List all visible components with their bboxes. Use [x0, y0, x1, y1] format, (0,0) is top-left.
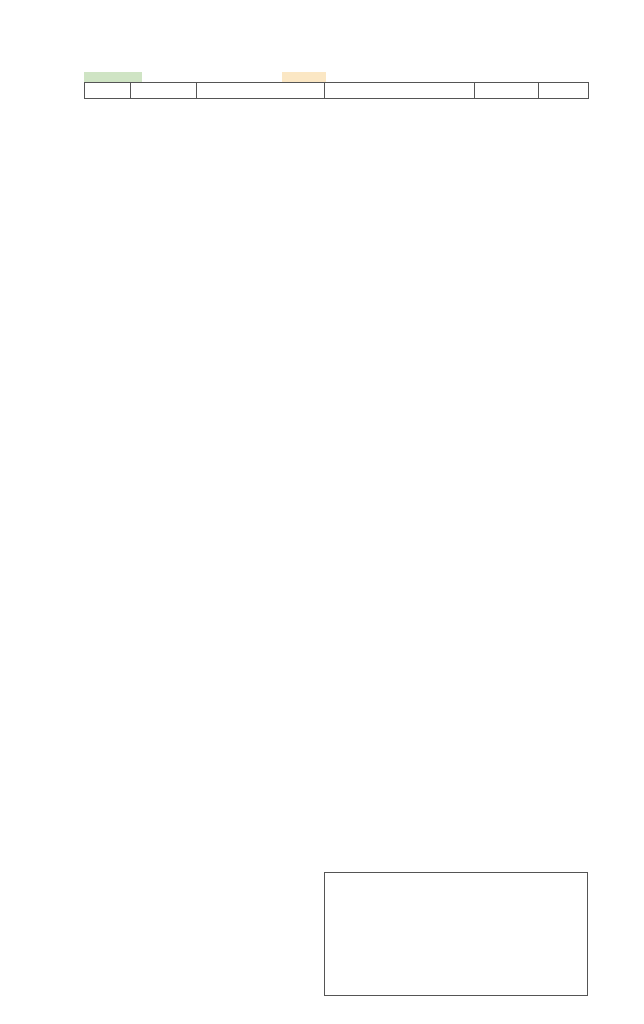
header-name: [197, 83, 325, 99]
header-desc: [325, 83, 475, 99]
legend-green-swatch: [84, 72, 142, 82]
summary-section: [84, 872, 588, 992]
header-count: [539, 83, 589, 99]
legend: [84, 72, 588, 82]
header-category: [131, 83, 197, 99]
table-header-row: [85, 83, 589, 99]
header-loc: [475, 83, 539, 99]
legend-yellow-swatch: [282, 72, 326, 82]
summary-results-text: [324, 872, 588, 996]
activity-table: [84, 82, 589, 99]
header-month: [85, 83, 131, 99]
